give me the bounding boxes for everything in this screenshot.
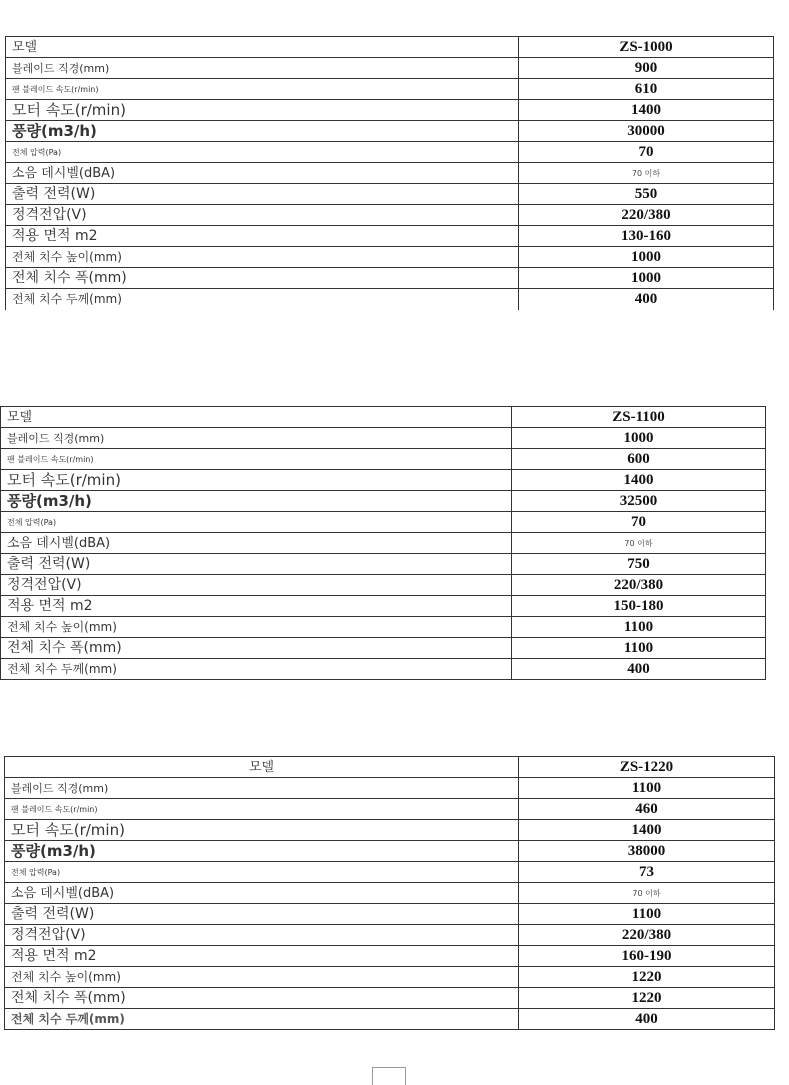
- row-label: 전체 압력(Pa): [1, 512, 512, 533]
- table-row: [5, 967, 775, 988]
- row-label: 전체 치수 폭(mm): [5, 988, 519, 1009]
- row-label: 소음 데시벨(dBA): [6, 163, 519, 184]
- table-row: [5, 883, 775, 904]
- table-row: [6, 268, 774, 289]
- table-row: [5, 799, 775, 820]
- row-label: 모터 속도(r/min): [5, 820, 519, 841]
- model-value: ZS-1220: [519, 757, 775, 778]
- table-row: [1, 407, 766, 428]
- table-row: [1, 575, 766, 596]
- table-row: [1, 428, 766, 449]
- row-label: 모델: [5, 757, 519, 778]
- row-value: 400: [512, 659, 766, 680]
- row-label: 전체 치수 높이(mm): [1, 617, 512, 638]
- row-value: 610: [519, 79, 774, 100]
- cell-cursor-marker: [372, 1067, 406, 1085]
- row-label: 전체 치수 폭(mm): [6, 268, 519, 289]
- row-value: 1000: [519, 268, 774, 289]
- table-row: [6, 37, 774, 58]
- row-value: 1100: [512, 638, 766, 659]
- table-row: [6, 184, 774, 205]
- row-label: 모델: [1, 407, 512, 428]
- row-value: 70: [512, 512, 766, 533]
- table-row: [1, 596, 766, 617]
- row-value: 1220: [519, 967, 775, 988]
- table-row: [5, 862, 775, 883]
- row-label: 블레이드 직경(mm): [5, 778, 519, 799]
- table-row: [5, 820, 775, 841]
- row-label: 전체 치수 두께(mm): [1, 659, 512, 680]
- row-label: 전체 치수 높이(mm): [5, 967, 519, 988]
- row-value: 1000: [519, 247, 774, 268]
- table-row: [5, 778, 775, 799]
- table-row: [1, 449, 766, 470]
- row-label: 전체 치수 두께(mm): [6, 289, 519, 310]
- row-value: 750: [512, 554, 766, 575]
- row-value: 38000: [519, 841, 775, 862]
- table-row: [5, 841, 775, 862]
- table-row: [5, 1009, 775, 1030]
- row-value: 550: [519, 184, 774, 205]
- row-label: 정격전압(V): [6, 205, 519, 226]
- row-label: 적용 면적 m2: [6, 226, 519, 247]
- row-label: 팬 블레이드 속도(r/min): [5, 799, 519, 820]
- row-value: 1220: [519, 988, 775, 1009]
- row-label: 정격전압(V): [1, 575, 512, 596]
- table-row: [1, 554, 766, 575]
- table-row: [1, 638, 766, 659]
- table-row: [1, 470, 766, 491]
- row-label: 적용 면적 m2: [5, 946, 519, 967]
- row-label: 소음 데시벨(dBA): [5, 883, 519, 904]
- row-value: 900: [519, 58, 774, 79]
- table-row: [6, 58, 774, 79]
- table-row: [5, 925, 775, 946]
- row-label: 전체 치수 폭(mm): [1, 638, 512, 659]
- row-label: 모델: [6, 37, 519, 58]
- row-value: 220/380: [519, 925, 775, 946]
- table-row: [5, 946, 775, 967]
- row-label: 풍량(m3/h): [5, 841, 519, 862]
- row-value: 32500: [512, 491, 766, 512]
- row-value: 70 이하: [519, 163, 774, 184]
- row-label: 출력 전력(W): [1, 554, 512, 575]
- table-row: [5, 988, 775, 1009]
- row-value: 400: [519, 1009, 775, 1030]
- row-value: 1100: [519, 904, 775, 925]
- table-row: [1, 659, 766, 680]
- row-label: 정격전압(V): [5, 925, 519, 946]
- row-value: 1400: [519, 100, 774, 121]
- row-label: 전체 압력(Pa): [5, 862, 519, 883]
- table-row: [6, 226, 774, 247]
- spec-table-zs-1100: [0, 406, 766, 680]
- row-label: 전체 치수 높이(mm): [6, 247, 519, 268]
- table-row: [6, 100, 774, 121]
- spec-table-zs-1000: [5, 36, 774, 310]
- table-row: [6, 163, 774, 184]
- row-label: 블레이드 직경(mm): [6, 58, 519, 79]
- row-label: 소음 데시벨(dBA): [1, 533, 512, 554]
- row-value: 160-190: [519, 946, 775, 967]
- row-value: 220/380: [519, 205, 774, 226]
- row-value: 73: [519, 862, 775, 883]
- row-value: 70 이하: [512, 533, 766, 554]
- table-row: [6, 289, 774, 310]
- row-label: 출력 전력(W): [5, 904, 519, 925]
- row-label: 적용 면적 m2: [1, 596, 512, 617]
- row-label: 팬 블레이드 속도(r/min): [6, 79, 519, 100]
- table-row: [1, 617, 766, 638]
- spec-table-zs-1220: [4, 756, 775, 1030]
- table-row: [6, 247, 774, 268]
- row-label: 출력 전력(W): [6, 184, 519, 205]
- table-row: [1, 512, 766, 533]
- row-value: 220/380: [512, 575, 766, 596]
- row-value: 1400: [512, 470, 766, 491]
- row-value: 600: [512, 449, 766, 470]
- row-value: 30000: [519, 121, 774, 142]
- table-row: [1, 533, 766, 554]
- row-value: 130-160: [519, 226, 774, 247]
- row-value: 460: [519, 799, 775, 820]
- row-value: 1100: [512, 617, 766, 638]
- row-label: 모터 속도(r/min): [6, 100, 519, 121]
- row-value: 150-180: [512, 596, 766, 617]
- row-value: 70 이하: [519, 883, 775, 904]
- table-row: [6, 79, 774, 100]
- row-value: 1000: [512, 428, 766, 449]
- row-label: 전체 치수 두께(mm): [5, 1009, 519, 1030]
- row-value: 400: [519, 289, 774, 310]
- row-value: 70: [519, 142, 774, 163]
- row-label: 풍량(m3/h): [6, 121, 519, 142]
- row-label: 블레이드 직경(mm): [1, 428, 512, 449]
- row-value: 1100: [519, 778, 775, 799]
- row-value: 1400: [519, 820, 775, 841]
- row-label: 전체 압력(Pa): [6, 142, 519, 163]
- table-row: [5, 904, 775, 925]
- table-row: [6, 205, 774, 226]
- row-label: 풍량(m3/h): [1, 491, 512, 512]
- table-row: [6, 121, 774, 142]
- model-value: ZS-1000: [519, 37, 774, 58]
- model-value: ZS-1100: [512, 407, 766, 428]
- row-label: 모터 속도(r/min): [1, 470, 512, 491]
- table-row: [1, 491, 766, 512]
- table-row: [6, 142, 774, 163]
- row-label: 팬 블레이드 속도(r/min): [1, 449, 512, 470]
- table-row: [5, 757, 775, 778]
